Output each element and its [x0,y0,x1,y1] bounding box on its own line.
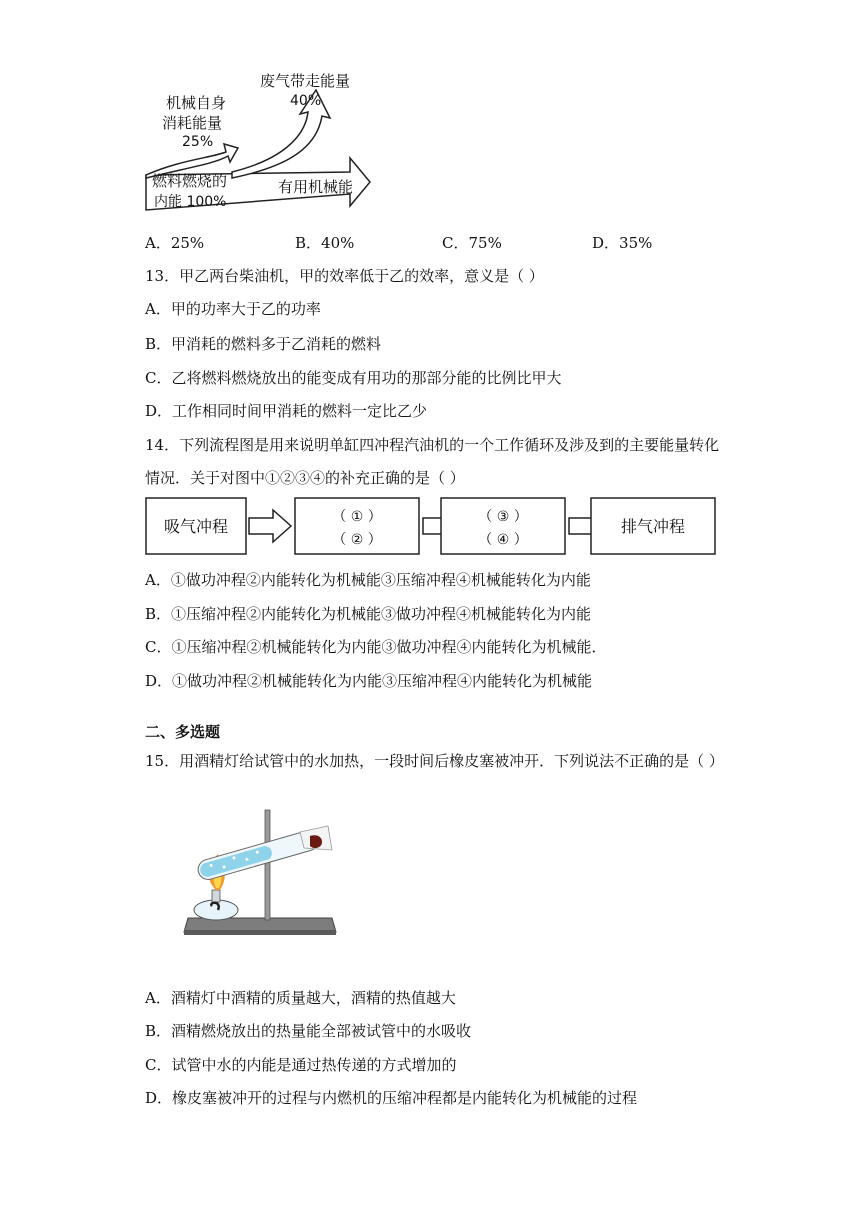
q13-option-c: C．乙将燃料燃烧放出的能变成有用功的那部分能的比例比甲大 [145,369,562,387]
q15-stem: 15．用酒精灯给试管中的水加热，一段时间后橡皮塞被冲开．下列说法不正确的是（ ） [145,752,724,770]
q12-option-a: A．25% [145,234,205,252]
fuel-label-line2: 内能 100% [154,194,227,210]
stand-base [184,918,336,932]
flow-arrow-1 [249,510,291,542]
exhaust-label: 废气带走能量 [260,72,351,90]
flow-box-intake-label: 吸气冲程 [163,517,229,536]
q14-option-a: A．①做功冲程②内能转化为机械能③压缩冲程④机械能转化为内能 [145,571,591,589]
q13-option-d: D．工作相同时间甲消耗的燃料一定比乙少 [145,402,428,420]
q15-option-c: C．试管中水的内能是通过热传递的方式增加的 [145,1056,457,1074]
q15-option-a: A．酒精灯中酒精的质量越大，酒精的热值越大 [145,989,456,1007]
alcohol-lamp-test-tube-illustration [182,806,342,940]
flow-box-2-line2: （ ② ） [332,532,382,548]
self-percent: 25% [182,134,214,150]
q14-stem-line1: 14．下列流程图是用来说明单缸四冲程汽油机的一个工作循环及涉及到的主要能量转化 [145,436,720,454]
q14-option-d: D．①做功冲程②机械能转化为内能③压缩冲程④内能转化为机械能 [145,672,593,690]
flow-box-3-line1: （ ③ ） [478,509,528,525]
energy-flow-diagram [140,60,380,220]
self-label-line2: 消耗能量 [162,114,223,132]
q14-option-b: B．①压缩冲程②内能转化为机械能③做功冲程④机械能转化为内能 [145,605,592,623]
q15-option-d: D．橡皮塞被冲开的过程与内燃机的压缩冲程都是内能转化为机械能的过程 [145,1089,638,1107]
flow-box-2-line1: （ ① ） [332,509,382,525]
fuel-label-line1: 燃料燃烧的 [152,172,228,190]
q12-option-c: C．75% [442,234,502,252]
stroke-flowchart [145,494,720,558]
q12-option-d: D．35% [592,234,653,252]
q14-option-c: C．①压缩冲程②机械能转化为内能③做功冲程④内能转化为机械能． [145,638,607,656]
self-label-line1: 机械自身 [166,94,227,112]
stand-rod [265,810,270,920]
exhaust-percent: 40% [290,93,322,109]
q13-stem: 13．甲乙两台柴油机，甲的效率低于乙的效率，意义是（ ） [145,267,544,285]
q13-option-b: B．甲消耗的燃料多于乙消耗的燃料 [145,335,382,353]
q15-option-b: B．酒精燃烧放出的热量能全部被试管中的水吸收 [145,1022,472,1040]
q13-option-a: A．甲的功率大于乙的功率 [145,300,321,318]
q14-stem-line2: 情况．关于对图中①②③④的补充正确的是（ ） [145,469,465,487]
section-title-multi-choice: 二、多选题 [145,723,221,741]
q12-option-b: B．40% [295,234,355,252]
flow-box-exhaust-label: 排气冲程 [620,517,686,536]
flow-box-3-line2: （ ④ ） [478,532,528,548]
useful-label: 有用机械能 [278,178,354,196]
